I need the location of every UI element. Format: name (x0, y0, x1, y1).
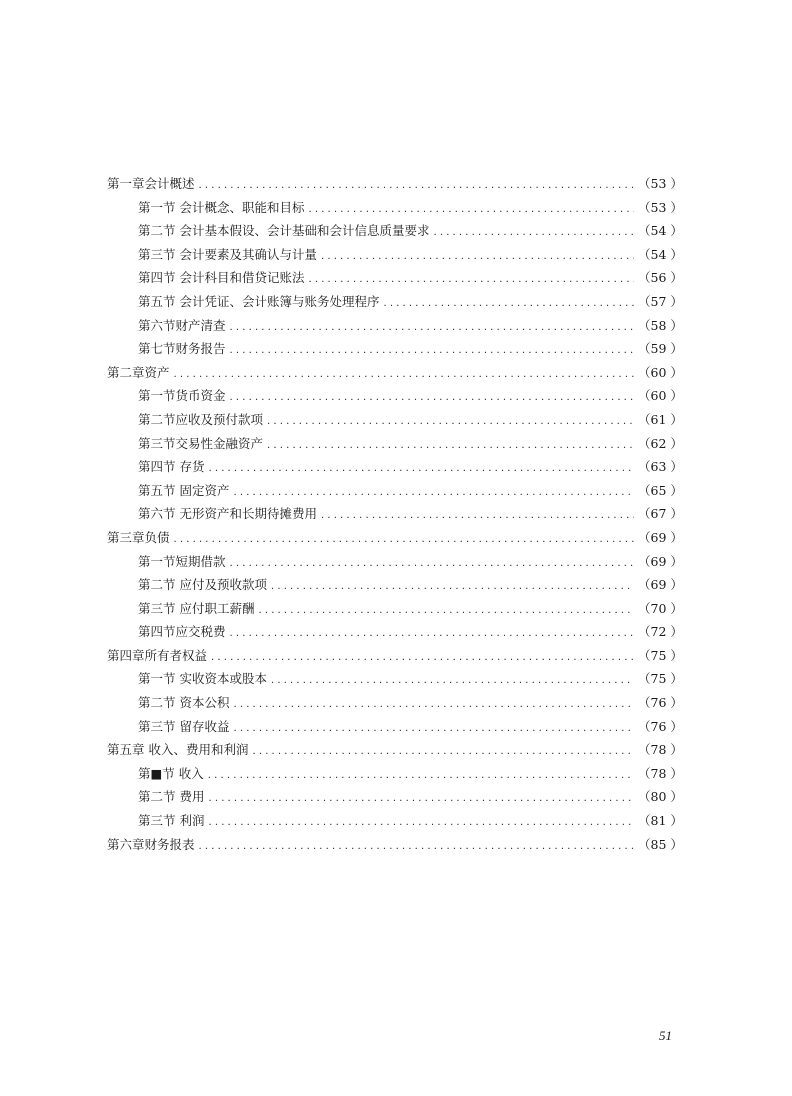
toc-entry-title: 第三节交易性金融资产 (138, 435, 264, 451)
toc-section-entry[interactable] (107, 198, 682, 222)
toc-entry-title: 第三节 应付职工薪酬 (138, 600, 255, 616)
toc-entry-page: （69 ） (638, 553, 683, 569)
toc-entry-page: （65 ） (638, 482, 683, 498)
toc-entry-title: 第四节 会计科目和借贷记账法 (138, 270, 305, 286)
dot-leader (208, 766, 634, 781)
dot-leader (230, 554, 634, 569)
dot-leader (433, 223, 634, 238)
toc-chapter-entry[interactable] (107, 174, 682, 198)
dot-leader (208, 813, 634, 828)
toc-section-entry[interactable] (107, 575, 682, 599)
toc-entry-page: （54 ） (638, 223, 683, 239)
toc-section-entry[interactable] (107, 316, 682, 340)
toc-entry-page: （69 ） (638, 529, 683, 545)
dot-leader (267, 436, 634, 451)
dot-leader (208, 459, 634, 474)
toc-section-entry[interactable] (107, 717, 682, 741)
dot-leader (230, 318, 634, 333)
toc-entry-title: 第四节应交税费 (138, 624, 226, 640)
toc-entry-page: （69 ） (638, 577, 683, 593)
toc-entry-title: 第四节 存货 (138, 459, 205, 475)
dot-leader (233, 695, 634, 710)
toc-entry-page: （80 ） (638, 789, 683, 805)
dot-leader (211, 648, 634, 663)
toc-section-entry[interactable] (107, 245, 682, 269)
dot-leader (199, 176, 634, 191)
toc-entry-page: （53 ） (638, 199, 683, 215)
dot-leader (174, 530, 634, 545)
toc-entry-page: （81 ） (638, 813, 683, 829)
toc-entry-title: 第一节 实收资本或股本 (138, 671, 267, 687)
toc-section-entry[interactable] (107, 693, 682, 717)
toc-entry-page: （76 ） (638, 718, 683, 734)
toc-entry-title: 第■节 收入 (138, 765, 204, 781)
toc-entry-title: 第七节财务报告 (138, 341, 226, 357)
toc-section-entry[interactable] (107, 622, 682, 646)
toc-entry-page: （53 ） (638, 176, 683, 191)
toc-entry-title: 第四章所有者权益 (107, 647, 208, 663)
dot-leader (233, 483, 634, 498)
dot-leader (321, 506, 634, 521)
table-of-contents (107, 174, 682, 858)
dot-leader (230, 341, 634, 356)
toc-entry-page: （60 ） (638, 388, 683, 404)
toc-entry-title: 第三节 利润 (138, 813, 205, 829)
toc-section-entry[interactable] (107, 599, 682, 623)
toc-entry-title: 第五章 收入、费用和利润 (107, 742, 249, 758)
toc-chapter-entry[interactable] (107, 363, 682, 387)
toc-section-entry[interactable] (107, 221, 682, 245)
toc-section-entry[interactable] (107, 410, 682, 434)
toc-entry-page: （78 ） (638, 765, 683, 781)
dot-leader (233, 719, 634, 734)
toc-entry-page: （62 ） (638, 435, 683, 451)
toc-entry-title: 第六节 无形资产和长期待摊费用 (138, 506, 317, 522)
toc-entry-page: （72 ） (638, 624, 683, 640)
toc-entry-title: 第五节 会计凭证、会计账簿与账务处理程序 (138, 293, 380, 309)
toc-entry-title: 第六章财务报表 (107, 836, 195, 852)
dot-leader (252, 742, 634, 757)
toc-entry-title: 第二节 会计基本假设、会计基础和会计信息质量要求 (138, 223, 430, 239)
dot-leader (383, 294, 634, 309)
toc-section-entry[interactable] (107, 339, 682, 363)
toc-section-entry[interactable] (107, 268, 682, 292)
toc-entry-title: 第三节 会计要素及其确认与计量 (138, 246, 317, 262)
toc-chapter-entry[interactable] (107, 646, 682, 670)
toc-section-entry[interactable] (107, 669, 682, 693)
toc-section-entry[interactable] (107, 787, 682, 811)
dot-leader (230, 624, 634, 639)
toc-entry-title: 第一章会计概述 (107, 176, 195, 191)
toc-entry-title: 第五节 固定资产 (138, 482, 230, 498)
dot-leader (267, 412, 634, 427)
toc-entry-page: （60 ） (638, 364, 683, 380)
dot-leader (199, 837, 634, 852)
toc-chapter-entry[interactable] (107, 528, 682, 552)
toc-entry-page: （58 ） (638, 317, 683, 333)
toc-entry-page: （75 ） (638, 647, 683, 663)
toc-section-entry[interactable] (107, 481, 682, 505)
toc-chapter-entry[interactable] (107, 740, 682, 764)
toc-entry-page: （70 ） (638, 600, 683, 616)
toc-entry-title: 第三章负债 (107, 529, 170, 545)
toc-entry-title: 第二节 费用 (138, 789, 205, 805)
dot-leader (271, 671, 634, 686)
toc-entry-page: （78 ） (638, 742, 683, 758)
toc-entry-title: 第二节 资本公积 (138, 695, 230, 711)
toc-section-entry[interactable] (107, 386, 682, 410)
toc-entry-page: （67 ） (638, 506, 683, 522)
page-number: 51 (659, 1028, 672, 1043)
toc-section-entry[interactable] (107, 552, 682, 576)
dot-leader (208, 789, 634, 804)
toc-chapter-entry[interactable] (107, 835, 682, 859)
toc-entry-title: 第二节 应付及预收款项 (138, 577, 267, 593)
toc-entry-title: 第二节应收及预付款项 (138, 411, 264, 427)
dot-leader (174, 365, 634, 380)
toc-entry-page: （54 ） (638, 246, 683, 262)
toc-entry-title: 第三节 留存收益 (138, 718, 230, 734)
toc-section-entry[interactable] (107, 764, 682, 788)
toc-section-entry[interactable] (107, 504, 682, 528)
toc-entry-title: 第一节短期借款 (138, 553, 226, 569)
toc-entry-page: （59 ） (638, 341, 683, 357)
dot-leader (308, 200, 634, 215)
toc-entry-page: （63 ） (638, 459, 683, 475)
toc-section-entry[interactable] (107, 811, 682, 835)
toc-section-entry[interactable] (107, 457, 682, 481)
toc-entry-page: （75 ） (638, 671, 683, 687)
dot-leader (271, 577, 634, 592)
toc-entry-title: 第一节 会计概念、职能和目标 (138, 199, 305, 215)
toc-entry-page: （85 ） (638, 836, 683, 852)
toc-entry-page: （56 ） (638, 270, 683, 286)
dot-leader (258, 601, 634, 616)
toc-entry-title: 第二章资产 (107, 364, 170, 380)
toc-section-entry[interactable] (107, 292, 682, 316)
toc-entry-page: （76 ） (638, 695, 683, 711)
toc-entry-title: 第六节财产清查 (138, 317, 226, 333)
dot-leader (308, 270, 634, 285)
dot-leader (321, 247, 634, 262)
toc-entry-page: （61 ） (638, 411, 683, 427)
toc-section-entry[interactable] (107, 434, 682, 458)
toc-entry-title: 第一节货币资金 (138, 388, 226, 404)
dot-leader (230, 388, 634, 403)
toc-entry-page: （57 ） (638, 293, 683, 309)
